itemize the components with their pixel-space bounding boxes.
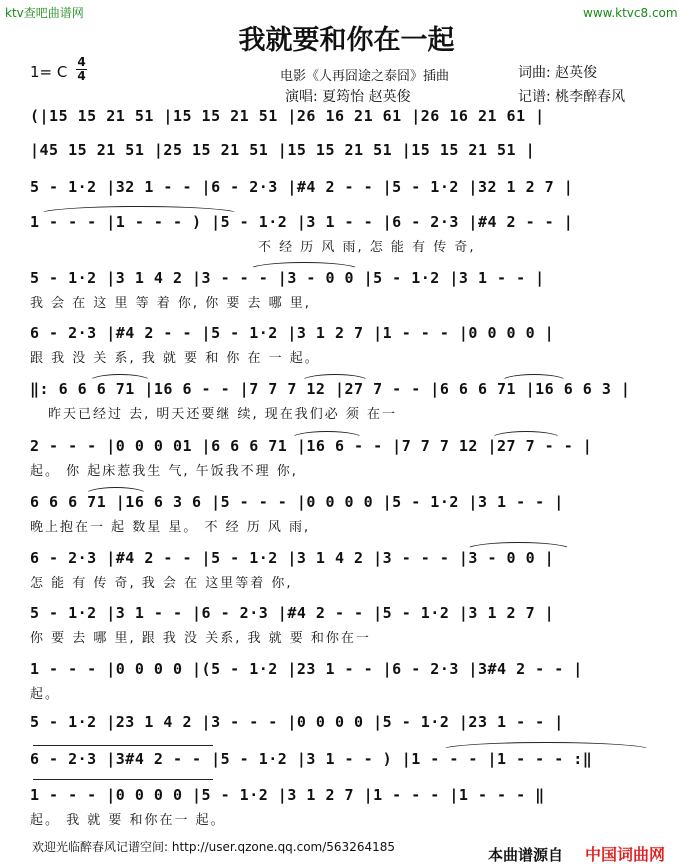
- watermark-left: ktv查吧曲谱网: [5, 6, 84, 20]
- time-signature: [76, 57, 87, 82]
- singers: 演唱: 夏筠怡 赵英俊: [285, 89, 411, 105]
- footer-site-logo: 中国词曲网: [585, 845, 666, 864]
- score-row-15-notes: 1 - - - |0 0 0 0 |5 - 1·2 |3 1 2 7 |1 - - - |1 - - - ‖: [30, 786, 545, 804]
- score-row-7-notes: ‖: 6 6 6 71 |16 6 - - |7 7 7 12 |27 7 - - |6 6 6 71 |16 6 6 3 |: [30, 380, 631, 398]
- volta-bracket-1: [33, 745, 213, 746]
- footer-brand: 本曲谱源自: [488, 846, 564, 864]
- song-source: 电影《人再囧途之泰囧》插曲: [280, 69, 450, 84]
- score-row-6-lyrics: 跟 我 没 关 系, 我 就 要 和 你 在 一 起。: [30, 351, 320, 366]
- tie-arc: [290, 431, 364, 439]
- tie-arc: [84, 487, 148, 495]
- score-row-10-notes: 6 - 2·3 |#4 2 - - |5 - 1·2 |3 1 4 2 |3 - - - |3 - 0 0 |: [30, 549, 555, 567]
- score-row-5-lyrics: 我 会 在 这 里 等 着 你, 你 要 去 哪 里,: [30, 296, 311, 311]
- tie-arc: [38, 206, 240, 214]
- score-row-10-lyrics: 怎 能 有 传 奇, 我 会 在 这里等着 你,: [30, 576, 293, 591]
- score-row-3-notes: 5 - 1·2 |32 1 - - |6 - 2·3 |#4 2 - - |5 - 1·2 |32 1 2 7 |: [30, 178, 574, 196]
- score-row-8-lyrics: 起。 你 起床惹我生 气, 午饭我不理 你,: [30, 464, 298, 479]
- page-title: 我就要和你在一起: [238, 25, 455, 56]
- score-row-12-notes: 1 - - - |0 0 0 0 |(5 - 1·2 |23 1 - - |6 - 2·3 |3#4 2 - - |: [30, 660, 583, 678]
- score-row-14-notes: 6 - 2·3 |3#4 2 - - |5 - 1·2 |3 1 - - ) |1 - - - |1 - - - :‖: [30, 750, 593, 768]
- score-row-12-lyrics: 起。: [30, 687, 61, 702]
- tie-arc: [490, 431, 562, 439]
- key-signature: 1= C: [30, 63, 68, 81]
- tie-arc: [465, 542, 572, 550]
- tie-arc: [440, 742, 652, 750]
- tie-arc: [500, 374, 568, 382]
- score-row-8-notes: 2 - - - |0 0 0 01 |6 6 6 71 |16 6 - - |7 7 7 12 |27 7 - - |: [30, 437, 593, 455]
- watermark-right: www.ktvc8.com: [583, 6, 678, 20]
- score-row-6-notes: 6 - 2·3 |#4 2 - - |5 - 1·2 |3 1 2 7 |1 - - - |0 0 0 0 |: [30, 324, 555, 342]
- score-row-2-notes: |45 15 21 51 |25 15 21 51 |15 15 21 51 |15 15 21 51 |: [30, 141, 536, 159]
- tie-arc: [248, 262, 360, 270]
- score-row-1-notes: (|15 15 21 51 |15 15 21 51 |26 16 21 61 |26 16 21 61 |: [30, 107, 545, 125]
- score-row-4-notes: 1 - - - |1 - - - ) |5 - 1·2 |3 1 - - |6 - 2·3 |#4 2 - - |: [30, 213, 574, 231]
- score-row-4-lyrics: 不 经 历 风 雨, 怎 能 有 传 奇,: [258, 240, 476, 255]
- score-row-9-lyrics: 晚上抱在一 起 数星 星。 不 经 历 风 雨,: [30, 520, 311, 535]
- score-row-11-notes: 5 - 1·2 |3 1 - - |6 - 2·3 |#4 2 - - |5 - 1·2 |3 1 2 7 |: [30, 604, 555, 622]
- tie-arc: [88, 374, 152, 382]
- time-signature-top: 4: [77, 55, 86, 69]
- score-row-7-lyrics: 昨天已经过 去, 明天还要继 续, 现在我们必 须 在一: [48, 407, 398, 422]
- volta-bracket-2: [33, 779, 213, 780]
- score-row-5-notes: 5 - 1·2 |3 1 4 2 |3 - - - |3 - 0 0 |5 - 1·2 |3 1 - - |: [30, 269, 545, 287]
- score-row-9-notes: 6 6 6 71 |16 6 3 6 |5 - - - |0 0 0 0 |5 - 1·2 |3 1 - - |: [30, 493, 564, 511]
- time-signature-bottom: 4: [77, 69, 86, 83]
- score-row-13-notes: 5 - 1·2 |23 1 4 2 |3 - - - |0 0 0 0 |5 - 1·2 |23 1 - - |: [30, 713, 564, 731]
- footer-note: 欢迎光临醉春风记谱空间: http://user.qzone.qq.com/563264185: [32, 840, 396, 854]
- tie-arc: [300, 374, 370, 382]
- score-row-15-lyrics: 起。 我 就 要 和你在一 起。: [30, 813, 226, 828]
- lyricist-composer: 词曲: 赵英俊: [518, 65, 598, 81]
- transcriber: 记谱: 桃李醉春风: [518, 89, 626, 105]
- score-row-11-lyrics: 你 要 去 哪 里, 跟 我 没 关系, 我 就 要 和你在一: [30, 631, 371, 646]
